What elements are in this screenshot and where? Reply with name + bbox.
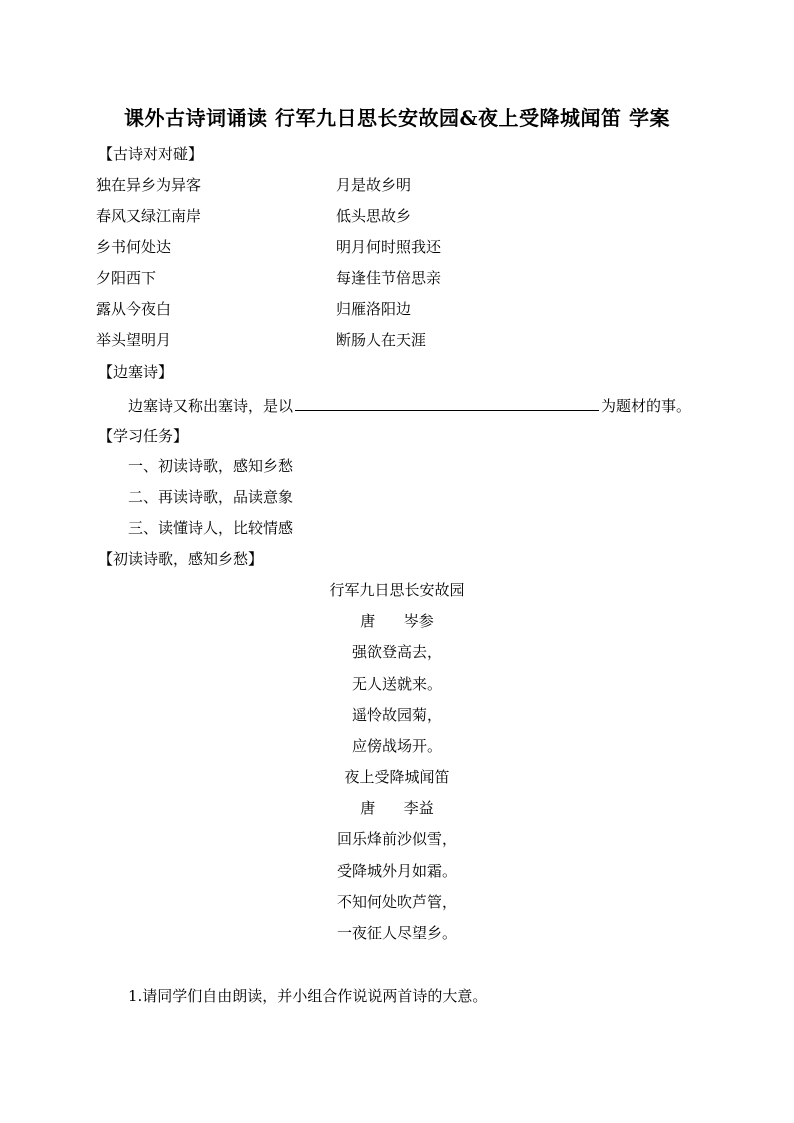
pair-right-4: 每逢佳节倍思亲 [336,269,442,287]
section-heading-frontier-poetry: 【边塞诗】 [98,363,174,381]
poem2-author: 唐 李益 [360,799,434,817]
poem2-line-2: 受降城外月如霜。 [336,862,457,880]
poem1-line-4: 应傍战场开。 [351,737,442,755]
poem1-line-1: 强欲登高去， [351,643,442,661]
poem1-title: 行军九日思长安故园 [329,581,465,599]
pair-left-3: 乡书何处达 [96,238,172,256]
answer-blank[interactable] [295,395,599,411]
poem1-line-3: 遥怜故园菊， [351,706,442,724]
poem2-line-4: 一夜征人尽望乡。 [336,924,457,942]
document-title: 课外古诗词诵读 行军九日思长安故园&夜上受降城闻笛 学案 [124,106,670,130]
pair-right-3: 明月何时照我还 [336,238,442,256]
poem2-line-1: 回乐烽前沙似雪， [336,830,457,848]
task-1: 一、初读诗歌，感知乡愁 [128,457,294,475]
section-heading-poem-match: 【古诗对对碰】 [98,145,204,163]
pair-left-2: 春风又绿江南岸 [96,207,202,225]
section-heading-learning-tasks: 【学习任务】 [98,427,189,445]
pair-right-5: 归雁洛阳边 [336,300,412,318]
question-1: 1.请同学们自由朗读，并小组合作说说两首诗的大意。 [128,987,488,1005]
poem2-line-3: 不知何处吹芦管， [336,893,457,911]
pair-left-1: 独在异乡为异客 [96,176,202,194]
poem1-author: 唐 岑参 [360,612,434,630]
poem2-title: 夜上受降城闻笛 [344,768,450,786]
pair-right-6: 断肠人在天涯 [336,331,427,349]
section-heading-first-reading: 【初读诗歌，感知乡愁】 [98,550,264,568]
pair-left-5: 露从今夜白 [96,300,172,318]
pair-left-6: 举头望明月 [96,331,172,349]
poem1-line-2: 无人送就来。 [351,675,442,693]
task-3: 三、读懂诗人，比较情感 [128,519,294,537]
pair-right-1: 月是故乡明 [336,176,412,194]
pair-right-2: 低头思故乡 [336,207,412,225]
fill-in-sentence [128,395,691,416]
pair-left-4: 夕阳西下 [96,269,157,287]
task-2: 二、再读诗歌，品读意象 [128,488,294,506]
sentence-after-blank: 为题材的事。 [601,397,692,415]
sentence-before-blank: 边塞诗又称出塞诗，是以 [128,397,294,415]
